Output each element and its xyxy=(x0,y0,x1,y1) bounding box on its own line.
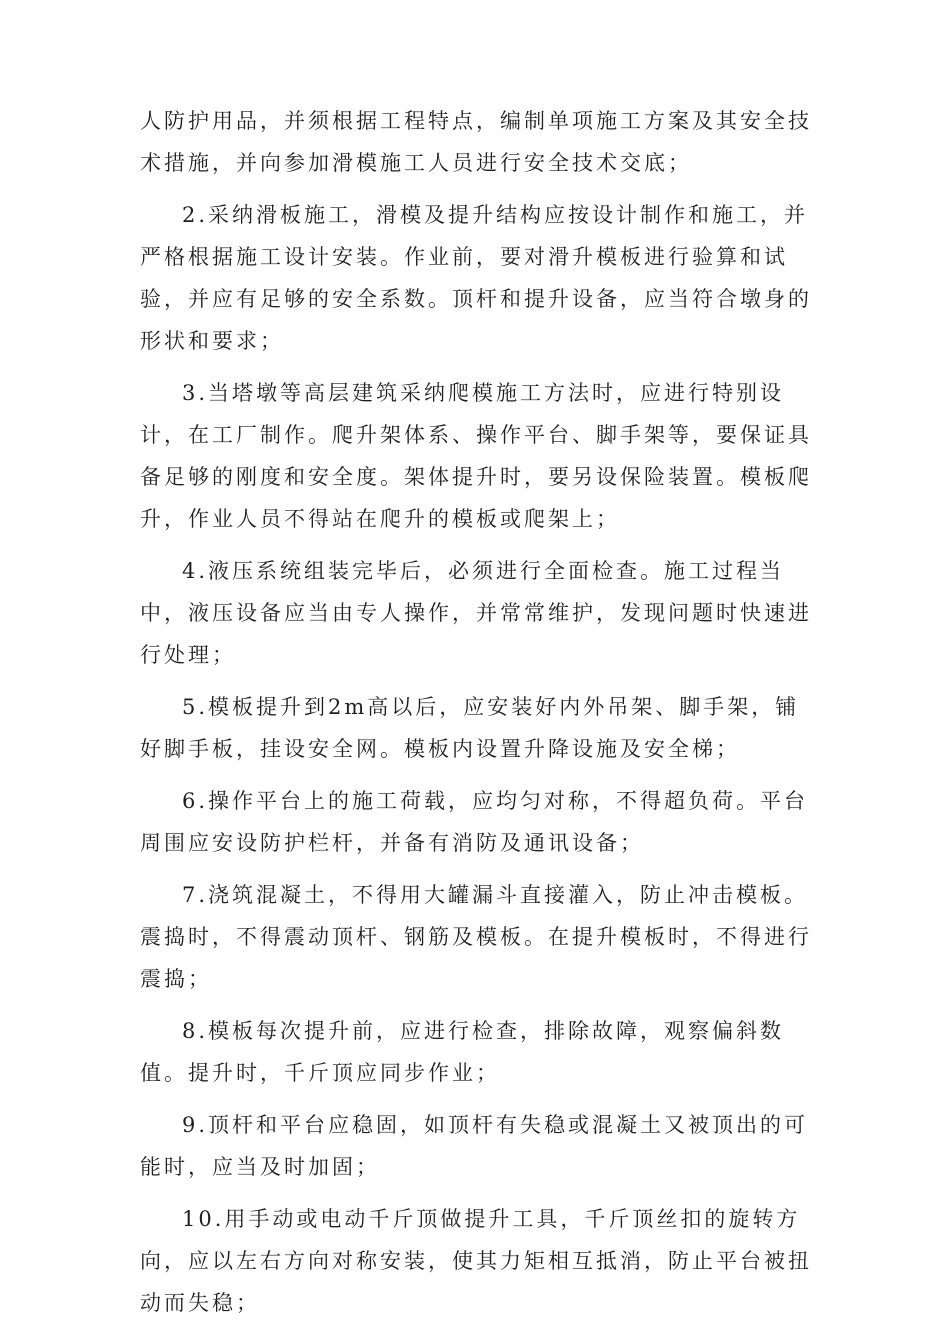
paragraph-intro: 人防护用品，并须根据工程特点，编制单项施工方案及其安全技术措施，并向参加滑模施工人员进行安全技术交底； xyxy=(140,109,812,175)
paragraph-item-3: 3.当塔墩等高层建筑采纳爬模施工方法时，应进行特别设计，在工厂制作。爬升架体系、操作平台、脚手架等，要保证具备足够的刚度和安全度。架体提升时，要另设保险装置。模板爬升，作业人员不得站在爬升的模板或爬架上； xyxy=(140,381,812,531)
paragraph-item-5: 5.模板提升到2m高以后，应安装好内外吊架、脚手架，铺好脚手板，挂设安全网。模板内设置升降设施及安全梯； xyxy=(140,695,800,761)
paragraph-item-6: 6.操作平台上的施工荷载，应均匀对称，不得超负荷。平台周围应安设防护栏杆，并备有消防及通讯设备； xyxy=(140,789,809,855)
paragraph-item-2: 2.采纳滑板施工，滑模及提升结构应按设计制作和施工，并严格根据施工设计安装。作业前，要对滑升模板进行验算和试验，并应有足够的安全系数。顶杆和提升设备，应当符合墩身的形状和要求； xyxy=(140,203,812,353)
paragraph-item-8: 8.模板每次提升前，应进行检查，排除故障，观察偏斜数值。提升时，千斤顶应同步作业； xyxy=(140,1019,785,1085)
paragraph-item-4: 4.液压系统组装完毕后，必须进行全面检查。施工过程当中，液压设备应当由专人操作，并常常维护，发现问题时快速进行处理； xyxy=(140,559,812,667)
paragraph-item-9: 9.顶杆和平台应稳固，如顶杆有失稳或混凝土又被顶出的可能时，应当及时加固； xyxy=(140,1113,809,1179)
paragraph-item-7: 7.浇筑混凝土，不得用大罐漏斗直接灌入，防止冲击模板。震捣时，不得震动顶杆、钢筋及模板。在提升模板时，不得进行震捣； xyxy=(140,883,812,991)
paragraph-item-10: 10.用手动或电动千斤顶做提升工具，千斤顶丝扣的旋转方向，应以左右方向对称安装，使其力矩相互抵消，防止平台被扭动而失稳； xyxy=(140,1207,812,1315)
document-body xyxy=(140,100,820,1334)
